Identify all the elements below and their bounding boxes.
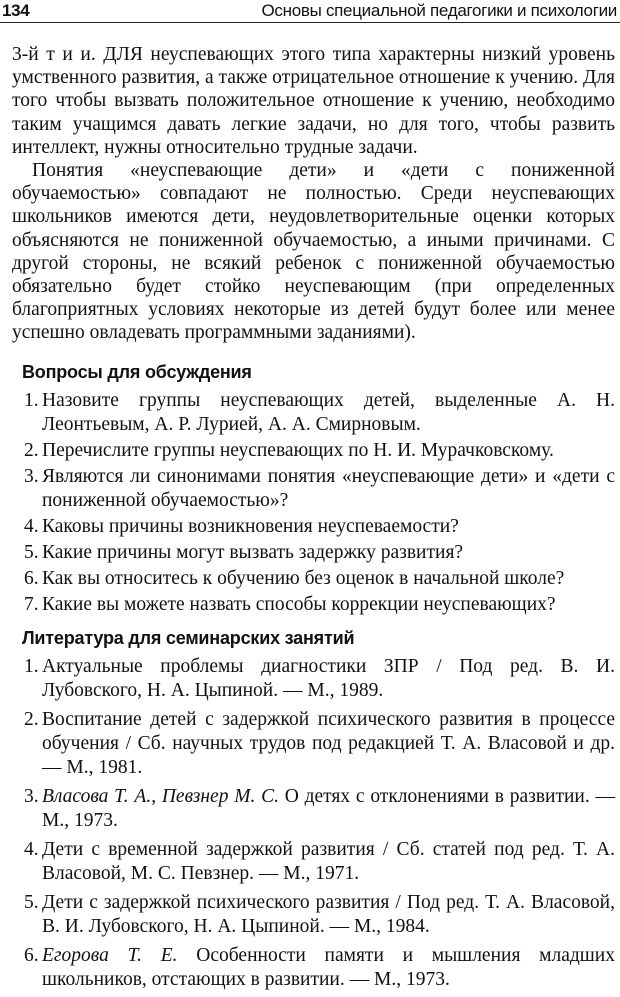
reference-author: Егорова Т. Е. (42, 945, 178, 966)
header-rule (0, 22, 620, 23)
reference-text: Особенности памяти и мышления младших школьников, отстающих в развитии. — М., 1973. (42, 945, 615, 990)
reference-text: Дети с временной задержкой развития / Сб. статей под ред. Т. А. Власовой, М. С. Певзнер. — М., 1971. (42, 839, 615, 884)
reference-item (12, 838, 615, 886)
page-number: 134 (2, 1, 30, 20)
paragraph-1-text: ДЛЯ неуспевающих этого типа характерны низкий уровень умственного развития, а также отрицательное отношение к учению. Для того чтобы вызвать положительное отношение к учению, необходимо таким учащимся давать легкие задачи, но для того, чтобы развить интеллект, нужны относительно трудные задачи. (12, 44, 616, 158)
question-item (12, 465, 615, 513)
questions-heading: Вопросы для обсуждения (22, 362, 252, 382)
question-number: 7. (24, 594, 39, 615)
question-number: 4. (24, 516, 39, 537)
question-text: Какие вы можете назвать способы коррекции неуспевающих? (42, 594, 556, 615)
reference-author: Власова Т. А., Певзнер М. С. (42, 786, 279, 807)
reference-text: О детях с отклонениями в развитии. — М., 1973. (42, 786, 615, 831)
reference-item (12, 891, 615, 939)
question-text: Каковы причины возникновения неуспеваемости? (42, 516, 459, 537)
question-item (12, 439, 615, 463)
reference-item (12, 708, 615, 780)
paragraph-1-lead: 3-й т и и. (12, 44, 96, 65)
reference-number: 5. (24, 892, 39, 913)
running-title: Основы специальной педагогики и психологии (261, 1, 617, 20)
question-item (12, 541, 615, 565)
question-number: 5. (24, 542, 39, 563)
reference-item (12, 944, 615, 992)
question-text: Перечислите группы неуспевающих по Н. И. Мурачковскому. (42, 440, 554, 461)
reference-text: Актуальные проблемы диагностики ЗПР / Под ред. В. И. Лубовского, Н. А. Цыпиной. — М., 1989. (42, 656, 615, 701)
question-text: Назовите группы неуспевающих детей, выделенные А. Н. Леонтьевым, А. Р. Лурией, А. А. Смирновым. (42, 390, 615, 435)
question-item (12, 567, 615, 591)
question-item (12, 593, 615, 617)
questions-list (12, 389, 615, 619)
reference-number: 3. (24, 786, 39, 807)
page-header (0, 0, 620, 24)
question-text: Являются ли синонимами понятия «неуспевающие дети» и «дети с пониженной обучаемостью»? (42, 466, 615, 511)
reference-number: 6. (24, 945, 39, 966)
paragraph-1 (12, 43, 615, 159)
question-item (12, 389, 615, 437)
reference-number: 4. (24, 839, 39, 860)
reference-number: 1. (24, 656, 39, 677)
reference-text: Воспитание детей с задержкой психического развития в процессе обучения / Сб. научных трудов под редакцией Т. А. Власовой и др. — М., 1981. (42, 709, 615, 778)
question-number: 1. (24, 390, 39, 411)
question-text: Какие причины могут вызвать задержку развития? (42, 542, 464, 563)
reference-item (12, 655, 615, 703)
literature-heading: Литература для семинарских занятий (22, 628, 355, 648)
paragraph-2: Понятия «неуспевающие дети» и «дети с пониженной обучаемостью» совпадают не полностью. Среди неуспевающих школьников имеются дети, неудовлетворительные оценки которых объясняются не пониженной обучаемостью, а иными причинами. С другой стороны, не всякий ребенок с пониженной обучаемостью обязательно будет стойко неуспевающим (при определенных благоприятных условиях некоторые из детей будут более или менее успешно овладевать программными заданиями). (12, 160, 615, 344)
question-item (12, 515, 615, 539)
question-number: 2. (24, 440, 39, 461)
reference-number: 2. (24, 709, 39, 730)
question-number: 3. (24, 466, 39, 487)
body-text (12, 43, 615, 345)
literature-list (12, 655, 615, 997)
reference-item (12, 785, 615, 833)
question-text: Как вы относитесь к обучению без оценок в начальной школе? (42, 568, 565, 589)
reference-text: Дети с задержкой психического развития / Под ред. Т. А. Власовой, В. И. Лубовского, Н. А. Цыпиной. — М., 1984. (42, 892, 615, 937)
question-number: 6. (24, 568, 39, 589)
